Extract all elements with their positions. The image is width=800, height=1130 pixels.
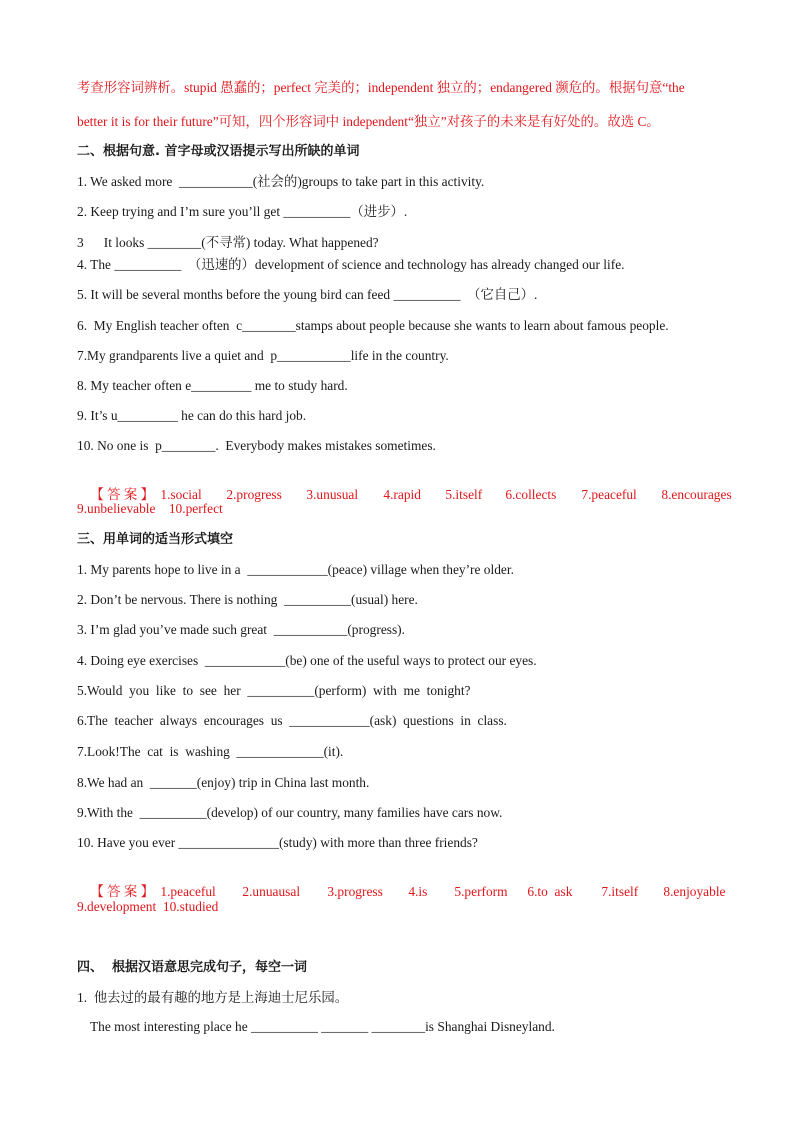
section-3-item-10: 10. Have you ever _______________(study) with more than three friends? <box>77 835 478 850</box>
section-3-item-3: 3. I’m glad you’ve made such great ___________(progress). <box>77 622 405 637</box>
section-3-item-9: 9.With the __________(develop) of our country, many families have cars now. <box>77 805 503 820</box>
answer: 3.unusual <box>306 487 359 502</box>
explanation-line-2: better it is for their future”可知，四个形容词中 independent“独立”对孩子的未来是有好处的。故选 C。 <box>77 114 660 129</box>
section-2-item-2: 2. Keep trying and I’m sure you’ll get __________（进步）. <box>77 204 408 219</box>
answer: 3.progress <box>327 884 383 899</box>
section-2-item-6: 6. My English teacher often c________stamps about people because she wants to learn about famous people. <box>77 318 669 333</box>
section-2-item-5: 5. It will be several months before the young bird can feed __________ （它自己）. <box>77 287 538 302</box>
section-4-item-1-chinese: 1. 他去过的最有趣的地方是上海迪士尼乐园。 <box>77 990 349 1005</box>
section-3-item-8: 8.We had an _______(enjoy) trip in China last month. <box>77 775 370 790</box>
section-4-item-1-english: The most interesting place he __________ _______ ________is Shanghai Disneyland. <box>90 1019 555 1034</box>
section-3-item-7: 7.Look!The cat is washing _____________(it). <box>77 744 344 759</box>
answer: 5.perform <box>454 884 508 899</box>
answer: 1.peaceful <box>160 884 216 899</box>
section-2-item-10: 10. No one is p________. Everybody makes mistakes sometimes. <box>77 438 436 453</box>
answer: 7.itself <box>601 884 639 899</box>
answer: 6.collects <box>505 487 557 502</box>
answer: 8.encourages <box>661 487 732 502</box>
answer: 7.peaceful <box>581 487 637 502</box>
section-3-item-2: 2. Don’t be nervous. There is nothing __________(usual) here. <box>77 592 418 607</box>
section-2-item-9: 9. It’s u_________ he can do this hard job. <box>77 408 307 423</box>
section-3-item-6: 6.The teacher always encourages us ____________(ask) questions in class. <box>77 713 507 728</box>
section-4-heading: 四、 根据汉语意思完成句子，每空一词 <box>77 960 308 975</box>
section-3-item-5: 5.Would you like to see her __________(perform) with me tonight? <box>77 683 471 698</box>
section-2-item-4: 4. The __________ （迅速的）development of science and technology has already changed our life. <box>77 257 625 272</box>
section-2-heading: 二、根据句意. 首字母或汉语提示写出所缺的单词 <box>77 144 360 159</box>
answer: 2.progress <box>226 487 282 502</box>
section-2-item-3: 3 It looks ________(不寻常) today. What happened? <box>77 235 379 250</box>
answer-label: 【 答 案 】 <box>90 487 154 502</box>
answer: 1.social <box>160 487 202 502</box>
answer: 4.is <box>408 884 428 899</box>
answer: 6.to ask <box>527 884 573 899</box>
answer: 5.itself <box>445 487 483 502</box>
explanation-line-1: 考查形容词辨析。stupid 愚蠢的；perfect 完美的；independent 独立的；endangered 濒危的。根据句意“the <box>77 80 685 95</box>
section-3-item-4: 4. Doing eye exercises ____________(be) one of the useful ways to protect our eyes. <box>77 653 537 668</box>
section-2-item-8: 8. My teacher often e_________ me to study hard. <box>77 378 348 393</box>
section-2-answers-row-2: 9.unbelievable 10.perfect <box>77 501 223 516</box>
section-3-item-1: 1. My parents hope to live in a ____________(peace) village when they’re older. <box>77 562 514 577</box>
section-2-item-7: 7.My grandparents live a quiet and p___________life in the country. <box>77 348 449 363</box>
section-3-heading: 三、用单词的适当形式填空 <box>77 532 234 547</box>
answer: 8.enjoyable <box>663 884 726 899</box>
answer: 4.rapid <box>383 487 421 502</box>
answer: 2.unuausal <box>242 884 301 899</box>
section-3-answers-row-2: 9.development 10.studied <box>77 899 219 914</box>
section-2-item-1: 1. We asked more ___________(社会的)groups to take part in this activity. <box>77 174 485 189</box>
answer-label: 【 答 案 】 <box>90 884 154 899</box>
